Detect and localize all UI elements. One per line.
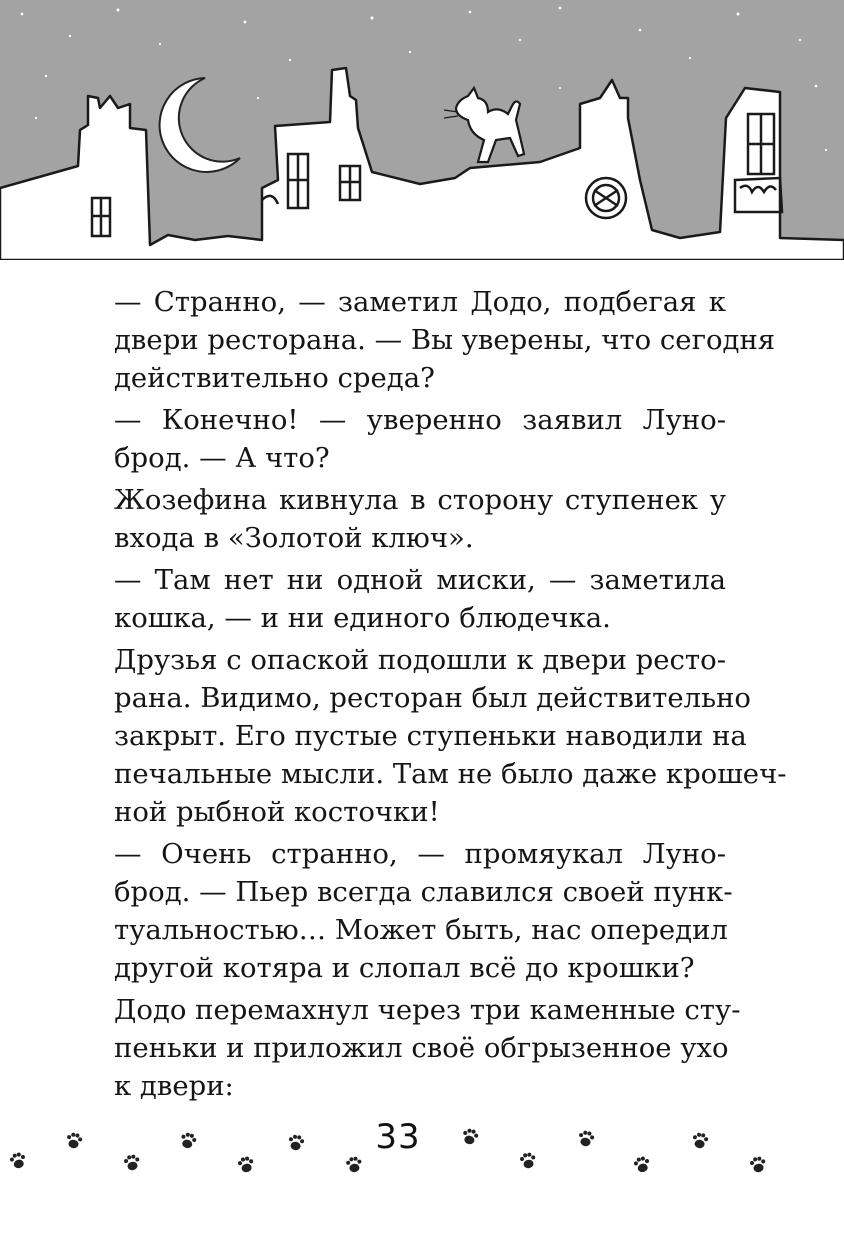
text-line: к двери: [114,1070,234,1102]
paragraph [78,481,726,557]
paragraph [78,561,726,637]
paw-icon [179,1131,198,1150]
paw-icon [65,1132,83,1150]
paragraph [78,991,741,1105]
paw-icon [577,1130,595,1148]
text-line: действительно среда? [114,362,435,394]
text-line: — Очень странно, — промяукал Луно- [114,838,726,870]
text-line: туальностью… Может быть, нас опередил [114,914,728,946]
text-line: ной рыбной косточки! [114,796,440,828]
rooftops-night-illustration [0,0,844,260]
text-line: Додо перемахнул через три каменные сту- [114,994,741,1026]
paw-icon [237,1156,255,1174]
text-line: печальные мысли. Там не было даже крошеч- [114,758,787,790]
paw-icon [519,1152,537,1170]
text-line: — Странно, — заметил Додо, подбегая к [114,286,726,318]
text-line: входа в «Золотой ключ». [114,522,474,554]
paragraph [78,641,787,831]
paw-icon [461,1128,479,1146]
paw-icon [123,1154,141,1172]
paw-icon [692,1132,709,1149]
text-line: — Конечно! — уверенно заявил Луно- [114,404,726,436]
paw-icon [749,1156,767,1174]
text-line: Жозефина кивнула в сторону ступенек у [114,484,726,516]
paw-icon [9,1151,28,1170]
text-line: кошка, — и ни единого блюдечка. [114,602,611,634]
text-line: рана. Видимо, ресторан был действительно [114,682,751,714]
text-line: брод. — А что? [114,442,330,474]
text-line: — Там нет ни одной миски, — заметила [114,564,726,596]
paw-icon [633,1155,652,1173]
text-line: закрыт. Его пустые ступеньки наводили на [114,720,747,752]
page-number: 33 [375,1117,421,1157]
text-line: Друзья с опаской подошли к двери ресто- [114,644,726,676]
paragraph [78,835,733,987]
text-line: брод. — Пьер всегда славился своей пунк- [114,876,733,908]
story-text [78,283,787,1105]
text-line: двери ресторана. — Вы уверены, что сегодня [114,324,776,356]
paragraph [78,401,726,477]
paw-icon [288,1134,305,1151]
paragraph [78,283,776,397]
paw-icon [345,1156,362,1173]
text-line: пеньки и приложил своё обгрызенное ухо [114,1032,729,1064]
text-line: другой котяра и слопал всё до крошки? [114,952,695,984]
